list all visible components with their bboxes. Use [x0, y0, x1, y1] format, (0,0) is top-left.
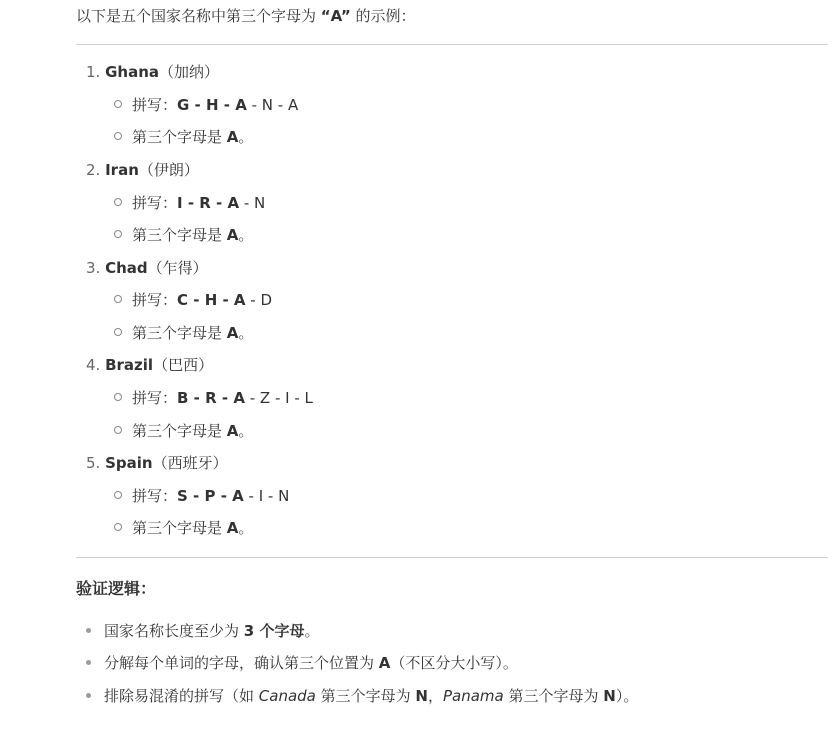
circle-bullet-icon	[114, 295, 122, 303]
country-cn-name: （伊朗）	[138, 161, 199, 179]
bullet-dot-icon	[86, 660, 91, 665]
third-letter: A	[226, 519, 239, 537]
spelling-bold: S - P - A	[177, 487, 244, 505]
third-letter-line	[114, 223, 253, 247]
third-suffix: 。	[238, 128, 254, 146]
spelling-rest: - N - A	[246, 96, 299, 114]
logic-text: 第三个字母为	[315, 687, 416, 705]
logic-item	[86, 619, 319, 643]
spelling-label: 拼写：	[132, 96, 178, 114]
intro-text	[76, 4, 416, 28]
spelling-bold: I - R - A	[177, 194, 240, 212]
section-title: 验证逻辑：	[76, 579, 157, 598]
divider-top	[76, 44, 828, 45]
country-cn-name: （西班牙）	[152, 454, 228, 472]
logic-text: 分解每个单词的字母，确认第三个位置为	[104, 654, 379, 672]
spelling-rest: - Z - I - L	[244, 389, 313, 407]
logic-bold: N	[603, 687, 616, 705]
third-prefix: 第三个字母是	[132, 324, 227, 342]
country-item	[86, 353, 213, 377]
spelling-line	[114, 484, 289, 508]
list-number: 2.	[86, 161, 101, 179]
third-prefix: 第三个字母是	[132, 422, 227, 440]
country-name: Iran	[105, 161, 139, 179]
country-name: Spain	[105, 454, 153, 472]
logic-item	[86, 651, 518, 675]
circle-bullet-icon	[114, 491, 122, 499]
spelling-rest: - I - N	[243, 487, 290, 505]
spelling-line	[114, 93, 298, 117]
third-letter-line	[114, 125, 253, 149]
bullet-dot-icon	[86, 693, 91, 698]
list-number: 5.	[86, 454, 101, 472]
spelling-bold: G - H - A	[177, 96, 247, 114]
logic-text: 排除易混淆的拼写（如	[104, 687, 259, 705]
country-cn-name: （加纳）	[159, 63, 220, 81]
intro-after: 的示例：	[350, 7, 416, 25]
logic-bold: 3 个字母	[243, 622, 305, 640]
third-letter: A	[226, 422, 239, 440]
third-letter-line	[114, 516, 253, 540]
third-letter-line	[114, 419, 253, 443]
logic-text: （不区分大小写）。	[390, 654, 518, 672]
spelling-label: 拼写：	[132, 487, 178, 505]
logic-italic: Canada	[258, 687, 316, 705]
intro-before: 以下是五个国家名称中第三个字母为	[76, 7, 321, 25]
spelling-label: 拼写：	[132, 194, 178, 212]
country-name: Chad	[105, 259, 148, 277]
spelling-bold: B - R - A	[177, 389, 245, 407]
spelling-label: 拼写：	[132, 291, 178, 309]
logic-italic: Panama	[442, 687, 504, 705]
third-letter-line	[114, 321, 253, 345]
logic-text: ）。	[615, 687, 639, 705]
circle-bullet-icon	[114, 328, 122, 336]
logic-bold: A	[378, 654, 391, 672]
third-prefix: 第三个字母是	[132, 128, 227, 146]
logic-text: 第三个字母为	[503, 687, 604, 705]
intro-highlight: “A”	[320, 7, 351, 25]
country-cn-name: （乍得）	[147, 259, 208, 277]
third-prefix: 第三个字母是	[132, 519, 227, 537]
logic-text: 。	[304, 622, 320, 640]
spelling-rest: - N	[239, 194, 266, 212]
spelling-line	[114, 288, 272, 312]
country-name: Ghana	[105, 63, 160, 81]
logic-text: 国家名称长度至少为	[104, 622, 244, 640]
third-letter: A	[226, 128, 239, 146]
circle-bullet-icon	[114, 393, 122, 401]
circle-bullet-icon	[114, 230, 122, 238]
third-letter: A	[226, 324, 239, 342]
circle-bullet-icon	[114, 198, 122, 206]
country-item	[86, 60, 219, 84]
list-number: 3.	[86, 259, 101, 277]
country-item	[86, 256, 208, 280]
circle-bullet-icon	[114, 523, 122, 531]
third-suffix: 。	[238, 519, 254, 537]
third-prefix: 第三个字母是	[132, 226, 227, 244]
divider-bottom	[76, 557, 828, 558]
circle-bullet-icon	[114, 132, 122, 140]
third-suffix: 。	[238, 324, 254, 342]
list-number: 4.	[86, 356, 101, 374]
third-suffix: 。	[238, 226, 254, 244]
spelling-line	[114, 386, 313, 410]
country-item	[86, 158, 199, 182]
third-suffix: 。	[238, 422, 254, 440]
spelling-label: 拼写：	[132, 389, 178, 407]
country-item	[86, 451, 228, 475]
spelling-line	[114, 191, 265, 215]
country-cn-name: （巴西）	[153, 356, 214, 374]
country-name: Brazil	[105, 356, 154, 374]
logic-text: ，	[427, 687, 443, 705]
circle-bullet-icon	[114, 100, 122, 108]
spelling-bold: C - H - A	[177, 291, 246, 309]
logic-bold: N	[415, 687, 428, 705]
third-letter: A	[226, 226, 239, 244]
logic-item	[86, 684, 638, 708]
circle-bullet-icon	[114, 426, 122, 434]
list-number: 1.	[86, 63, 101, 81]
bullet-dot-icon	[86, 628, 91, 633]
spelling-rest: - D	[245, 291, 273, 309]
